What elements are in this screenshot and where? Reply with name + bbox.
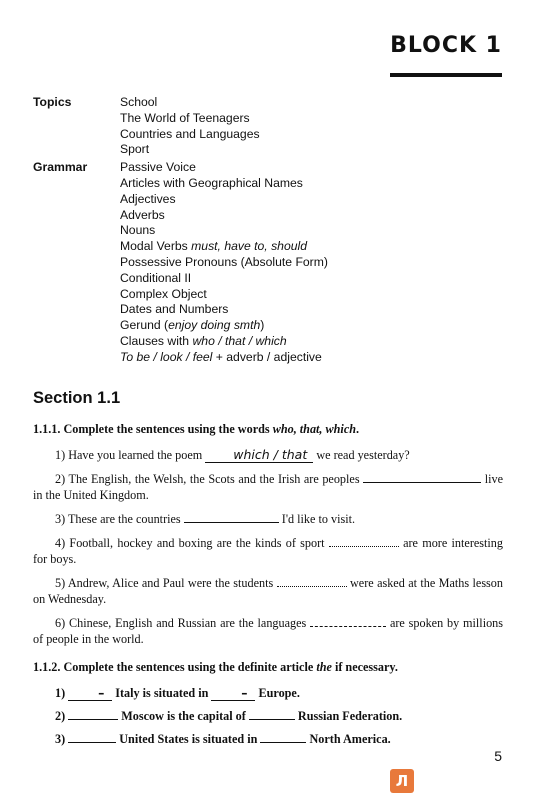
grammar-item <box>120 318 503 334</box>
block-title: BLOCK 1 <box>390 33 502 58</box>
grammar-item <box>120 302 503 318</box>
sentence-4 <box>33 534 503 567</box>
sentence-number: 1) <box>55 686 66 700</box>
answer-blank[interactable] <box>184 510 279 523</box>
sentence-text: were asked at the Maths lesson on Wednesday. <box>33 576 503 606</box>
publisher-logo: Л <box>390 769 414 793</box>
grammar-item <box>120 208 503 224</box>
sentence-text: are more interesting for boys. <box>33 536 503 566</box>
sentence-number: 3) <box>55 732 66 746</box>
topics-label: Topics <box>33 95 72 109</box>
answer-blank[interactable] <box>68 730 116 743</box>
sentence-text: 5) Andrew, Alice and Paul were the students <box>55 576 277 590</box>
sentence-text: 4) Football, hockey and boxing are the kinds of sport <box>55 536 329 550</box>
grammar-item-text: Clauses with <box>120 333 193 348</box>
grammar-item-text: Gerund ( <box>120 318 169 333</box>
sentence-text: United States is situated in <box>116 732 261 746</box>
grammar-item <box>120 350 503 366</box>
answer-blank[interactable] <box>68 707 118 720</box>
topics-group <box>33 95 503 158</box>
contents-list <box>33 95 503 366</box>
grammar-items <box>120 160 503 365</box>
task-heading-text: 1.1.2. Complete the sentences using the definite article <box>33 660 317 674</box>
grammar-item-text: + adverb / adjective <box>212 349 322 364</box>
sentence-text: Italy is situated in <box>112 686 212 700</box>
grammar-item <box>120 176 503 192</box>
sentence-text: live in the United Kingdom. <box>33 472 503 502</box>
filled-answer[interactable]: – <box>68 686 112 701</box>
grammar-item-text: Dates and Numbers <box>120 302 229 317</box>
section-title: Section 1.1 <box>33 389 121 407</box>
answer-blank[interactable] <box>363 470 481 483</box>
grammar-item-italic: who / that / which <box>192 333 287 348</box>
grammar-item-italic: must, have to, should <box>191 239 307 254</box>
grammar-item <box>120 239 503 255</box>
grammar-item-text: Modal Verbs <box>120 239 192 254</box>
grammar-item-text: ) <box>260 318 265 333</box>
article-sentence-2 <box>33 707 503 724</box>
sentence-5 <box>33 574 503 607</box>
grammar-item <box>120 271 503 287</box>
grammar-item-text: Nouns <box>120 223 156 238</box>
answer-blank[interactable] <box>329 534 399 547</box>
page-number: 5 <box>494 748 502 764</box>
filled-answer[interactable]: – <box>211 686 255 701</box>
sentence-text: Russian Federation. <box>294 709 403 723</box>
grammar-label: Grammar <box>33 160 88 175</box>
article-sentence-3 <box>33 730 503 747</box>
task-heading-text: 1.1.1. Complete the sentences using the words <box>33 422 273 436</box>
sentence-text: are spoken by millions of people in the world. <box>33 616 504 646</box>
topic-item: Sport <box>120 142 150 157</box>
task-heading-text: if necessary. <box>331 660 398 674</box>
task-heading-text: . <box>356 422 360 436</box>
grammar-item <box>120 192 503 208</box>
grammar-item-text: Adverbs <box>120 207 165 222</box>
exercises <box>33 421 503 753</box>
task-2-heading <box>33 659 503 675</box>
grammar-item-text: Conditional II <box>120 270 192 285</box>
sentence-1 <box>33 447 503 463</box>
sentence-3 <box>33 510 503 527</box>
grammar-item <box>120 334 503 350</box>
task-1-heading <box>33 421 503 437</box>
grammar-item-italic: enjoy doing smth <box>168 318 261 333</box>
grammar-item-text: Possessive Pronouns (Absolute Form) <box>120 254 328 269</box>
block-title-rule <box>390 73 502 77</box>
answer-blank[interactable] <box>260 730 306 743</box>
sentence-text: Moscow is the capital of <box>118 709 249 723</box>
sentence-text: 6) Chinese, English and Russian are the languages <box>55 616 311 630</box>
sentence-number: 2) <box>55 709 66 723</box>
sentence-text: we read yesterday? <box>313 448 410 462</box>
grammar-item-text: Passive Voice <box>120 160 196 175</box>
answer-blank[interactable] <box>310 614 386 627</box>
sentence-text: 2) The English, the Welsh, the Scots and the Irish are peoples <box>55 472 364 486</box>
topics-items <box>120 95 503 158</box>
topic-item: School <box>120 95 158 109</box>
grammar-item <box>120 255 503 271</box>
article-sentence-1 <box>33 685 503 701</box>
grammar-item-text: Complex Object <box>120 286 207 301</box>
sentence-2 <box>33 470 503 503</box>
task-heading-words: the <box>316 660 332 674</box>
task-heading-words: who, that, which <box>272 422 357 436</box>
grammar-item <box>120 223 503 239</box>
sentence-text: I'd like to visit. <box>278 512 356 526</box>
answer-blank[interactable] <box>277 574 347 587</box>
sentence-text: 3) These are the countries <box>55 512 184 526</box>
grammar-item <box>120 287 503 303</box>
answer-blank[interactable] <box>249 707 295 720</box>
sentence-6 <box>33 614 503 647</box>
grammar-item <box>120 160 503 176</box>
grammar-group <box>33 160 503 365</box>
sentence-text: North America. <box>306 732 391 746</box>
grammar-item-text: Adjectives <box>120 191 176 206</box>
topic-item: Countries and Languages <box>120 126 260 141</box>
topic-item: The World of Teenagers <box>120 110 250 125</box>
sentence-text: Europe. <box>255 686 300 700</box>
grammar-item-italic: To be / look / feel <box>120 349 213 364</box>
filled-answer[interactable]: which / that <box>205 448 313 463</box>
sentence-text: 1) Have you learned the poem <box>55 448 206 462</box>
grammar-item-text: Articles with Geographical Names <box>120 175 303 190</box>
